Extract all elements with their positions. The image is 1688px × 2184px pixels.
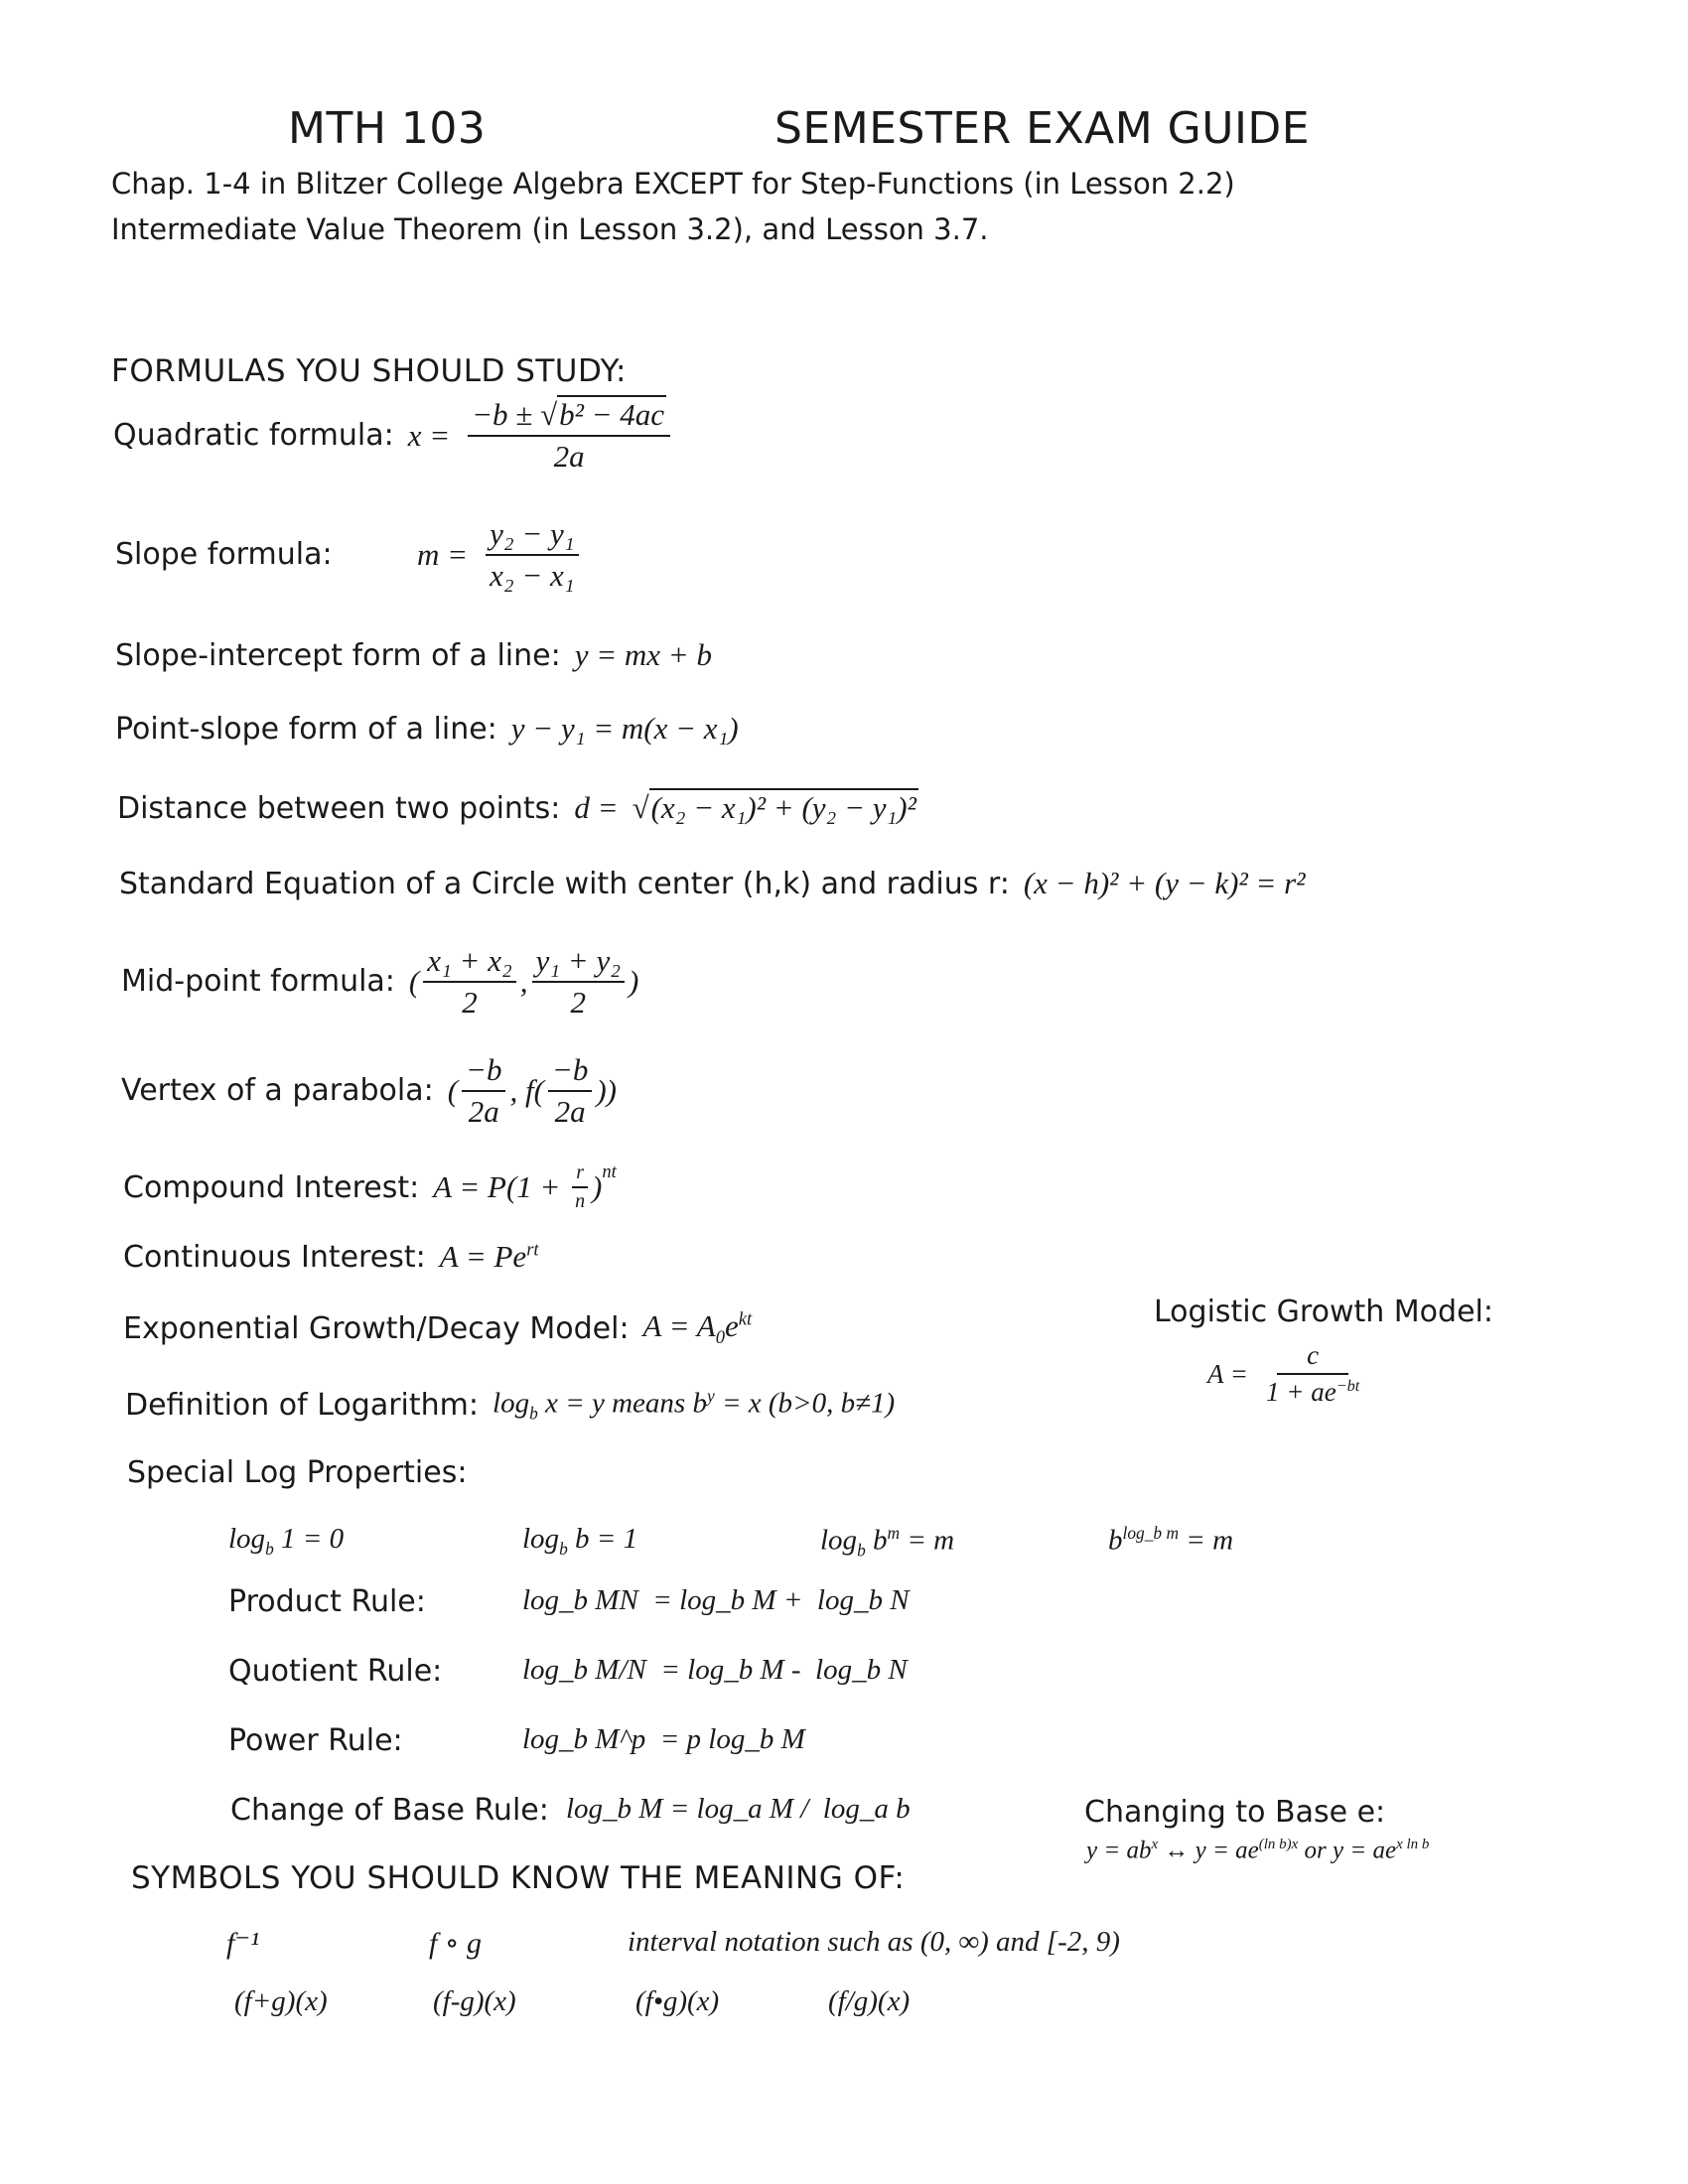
exponential-base: A = A [642, 1308, 716, 1343]
distance-label: Distance between two points: [117, 790, 561, 826]
compound-interest [123, 1161, 617, 1213]
identity-4-rest: = m [1179, 1524, 1234, 1557]
quadratic-label: Quadratic formula: [113, 418, 394, 454]
compound-r: r [572, 1161, 588, 1188]
midpoint-formula [121, 943, 638, 1020]
vertex-num-2: −b [548, 1052, 592, 1092]
symbol-difference: (f-g)(x) [433, 1985, 516, 2017]
continuous-base: A = Pe [439, 1239, 527, 1274]
logistic-formula [1207, 1340, 1363, 1408]
identity-3-b: b [865, 1524, 888, 1557]
continuous-label: Continuous Interest: [123, 1239, 426, 1275]
log-def-label: Definition of Logarithm: [125, 1387, 480, 1423]
scope-line-2: Intermediate Value Theorem (in Lesson 3.2), and Lesson 3.7. [111, 212, 989, 246]
midpoint-comma: , [519, 963, 528, 999]
midpoint-expr [409, 943, 638, 1020]
quadratic-denominator: 2a [553, 438, 585, 474]
distance-lhs: d = [574, 790, 619, 825]
slope-intercept-form [115, 637, 712, 673]
distance-radical: √(x₂ − x₁)² + (y₂ − y₁)² [632, 790, 916, 825]
quadratic-num-prefix: −b ± [472, 397, 533, 432]
symbol-product: (f•g)(x) [635, 1985, 720, 2017]
base-e-label: Changing to Base e: [1084, 1795, 1386, 1830]
midpoint-open-paren: ( [408, 963, 420, 999]
slope-label: Slope formula: [115, 537, 333, 573]
exponential-e: e [725, 1308, 739, 1343]
quadratic-formula [113, 397, 674, 474]
base-e-part-3: y = ae [1333, 1837, 1397, 1864]
midpoint-num-y: y₁ + y₂ [532, 943, 626, 983]
identity-2-rest: b = 1 [567, 1523, 638, 1555]
quotient-rule-expr: log_b M/N = log_b M - log_b N [522, 1654, 908, 1686]
compound-expr [433, 1161, 617, 1213]
identity-1-rest: 1 = 0 [273, 1523, 345, 1555]
log-def-log: log [492, 1387, 530, 1420]
slope-numerator: y₂ − y₁ [486, 516, 579, 556]
point-slope-expr: y − y₁ = m(x − x₁) [510, 711, 739, 746]
symbols-heading: SYMBOLS YOU SHOULD KNOW THE MEANING OF: [131, 1860, 906, 1896]
exponential-expr [643, 1308, 753, 1349]
point-slope-label: Point-slope form of a line: [115, 711, 497, 747]
continuous-expr [440, 1239, 539, 1275]
exponential-model [123, 1308, 752, 1349]
distance-radicand: (x₂ − x₁)² + (y₂ − y₁)² [650, 790, 916, 825]
slope-denominator: x₂ − x₁ [490, 557, 575, 593]
midpoint-num-x: x₁ + x₂ [423, 943, 516, 983]
identity-3-base: b [857, 1540, 866, 1561]
log-definition [125, 1386, 895, 1424]
slope-lhs: m = [417, 536, 469, 572]
logistic-den-base: 1 + ae [1265, 1377, 1336, 1408]
vertex-den-1: 2a [468, 1093, 499, 1129]
base-e-arrow: ↔ [1158, 1837, 1196, 1864]
vertex-formula [121, 1052, 617, 1129]
compound-prefix: A = P(1 + [433, 1169, 569, 1204]
base-e-part-1: y = ab [1086, 1837, 1152, 1864]
continuous-interest [123, 1239, 539, 1275]
log-identity-3 [820, 1523, 954, 1561]
circle-expr: (x − h)² + (y − k)² = r² [1023, 866, 1306, 900]
midpoint-label: Mid-point formula: [121, 964, 395, 1000]
identity-3-exp: m [887, 1523, 901, 1543]
logistic-den-exponent: −bt [1336, 1377, 1360, 1396]
compound-label: Compound Interest: [123, 1169, 420, 1205]
quotient-rule-label: Quotient Rule: [228, 1654, 443, 1689]
midpoint-den-y: 2 [570, 984, 586, 1020]
symbol-quotient: (f/g)(x) [828, 1985, 911, 2017]
log-identity-2 [522, 1523, 637, 1560]
log-identity-4 [1108, 1523, 1233, 1558]
logistic-numerator: c [1277, 1340, 1348, 1375]
product-rule-label: Product Rule: [228, 1584, 426, 1619]
distance-formula [117, 790, 918, 826]
special-log-heading: Special Log Properties: [127, 1455, 468, 1490]
vertex-label: Vertex of a parabola: [121, 1073, 434, 1109]
log-def-base: b [529, 1403, 538, 1424]
logistic-lhs: A = [1207, 1358, 1248, 1389]
exponential-exponent: kt [738, 1308, 753, 1330]
identity-2-log: log [522, 1523, 560, 1555]
symbol-sum: (f+g)(x) [234, 1985, 328, 2017]
exponential-label: Exponential Growth/Decay Model: [123, 1311, 630, 1347]
page-title: SEMESTER EXAM GUIDE [774, 103, 1311, 154]
quadratic-fraction: $\frac{\text{−b ± √b² − 4ac}}{2a}$ [468, 397, 670, 474]
power-rule-label: Power Rule: [228, 1723, 403, 1758]
power-rule-expr: log_b M^p = p log_b M [522, 1723, 805, 1755]
symbol-interval-notation: interval notation such as (0, ∞) and [-2, 9) [628, 1926, 1120, 1958]
slope-fraction [486, 516, 579, 593]
quadratic-lhs: x = [407, 417, 451, 453]
logistic-label: Logistic Growth Model: [1154, 1295, 1493, 1329]
log-identity-1 [228, 1523, 344, 1560]
log-def-middle: x = y means b [537, 1387, 707, 1420]
compound-close: ) [592, 1169, 603, 1204]
base-e-exp-1: x [1151, 1837, 1159, 1852]
scope-line-1: Chap. 1-4 in Blitzer College Algebra EXCEPT for Step-Functions (in Lesson 2.2) [111, 167, 1235, 201]
slope-formula [115, 516, 583, 593]
vertex-den-2: 2a [554, 1093, 586, 1129]
vertex-num-1: −b [462, 1052, 505, 1092]
product-rule-expr: log_b MN = log_b M + log_b N [522, 1584, 910, 1616]
log-def-expr [492, 1386, 895, 1424]
compound-n: n [575, 1190, 586, 1212]
circle-equation [119, 866, 1306, 901]
formulas-heading: FORMULAS YOU SHOULD STUDY: [111, 353, 627, 389]
identity-3-rest: = m [900, 1524, 955, 1557]
base-e-exp-3: x ln b [1396, 1837, 1430, 1852]
base-e-exp-2: (ln b)x [1258, 1837, 1299, 1852]
midpoint-den-x: 2 [462, 984, 478, 1020]
exponential-sub: 0 [715, 1327, 726, 1349]
quadratic-radicand: b² − 4ac [559, 397, 665, 432]
base-e-part-2: y = ae [1195, 1837, 1259, 1864]
vertex-f-open: , f( [509, 1072, 544, 1108]
vertex-close-paren: )) [596, 1072, 617, 1108]
identity-4-b: b [1108, 1524, 1123, 1557]
slope-intercept-expr: y = mx + b [574, 637, 712, 672]
symbol-composition: f ∘ g [429, 1927, 483, 1960]
log-def-sup: y [706, 1386, 715, 1406]
base-e-expr [1086, 1837, 1429, 1864]
change-of-base-label: Change of Base Rule: [230, 1793, 549, 1828]
circle-label: Standard Equation of a Circle with center (h,k) and radius r: [119, 866, 1010, 901]
compound-exponent: nt [602, 1161, 617, 1182]
identity-2-base: b [559, 1538, 568, 1559]
identity-1-base: b [265, 1538, 274, 1559]
change-of-base-expr: log_b M = log_a M / log_a b [566, 1793, 911, 1825]
course-code: MTH 103 [288, 103, 487, 154]
identity-1-log: log [228, 1523, 266, 1555]
log-def-tail: = x (b>0, b≠1) [714, 1387, 896, 1420]
symbol-inverse: f⁻¹ [226, 1927, 260, 1960]
midpoint-close-paren: ) [629, 963, 639, 999]
point-slope-form [115, 711, 739, 747]
base-e-or: or [1298, 1837, 1334, 1864]
identity-4-exp: log_b m [1122, 1523, 1180, 1543]
vertex-expr [448, 1052, 617, 1129]
slope-intercept-label: Slope-intercept form of a line: [115, 637, 561, 673]
continuous-exponent: rt [526, 1239, 539, 1261]
identity-3-log: log [820, 1524, 858, 1557]
vertex-open-paren: ( [447, 1072, 459, 1108]
